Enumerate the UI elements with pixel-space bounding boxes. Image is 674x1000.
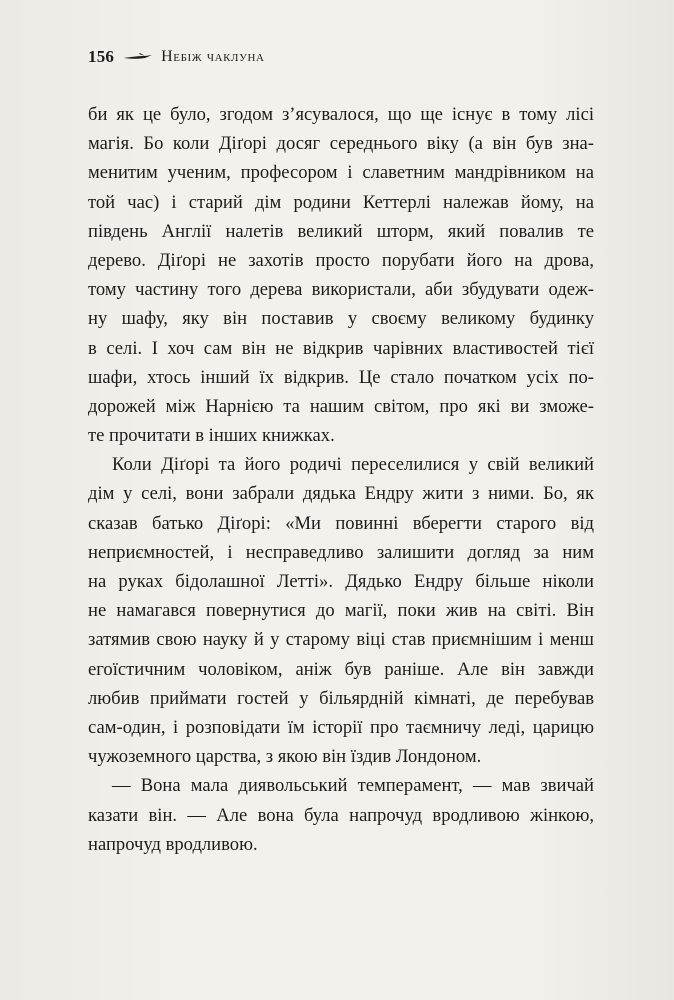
text-line: затямив свою науку й у старому віці став приємнішим і менш (88, 629, 594, 651)
text-line: Коли Діґорі та його родичі переселилися у свій великий (112, 454, 594, 476)
paragraph-1 (88, 100, 594, 450)
running-header (88, 47, 265, 67)
text-line: те прочитати в інших книжках. (88, 425, 335, 447)
text-line: дорожей між Нарнією та нашим світом, про які ви зможе- (88, 395, 594, 417)
text-line: чужоземного царства, з якою він їздив Лондоном. (88, 746, 482, 768)
text-line: сам-один, і розповідати їм історії про таємничу леді, царицю (88, 716, 594, 738)
text-line: егоїстичним чоловіком, аніж був раніше. Але він завжди (88, 658, 594, 680)
text-line: шафи, хтось інший їх відкрив. Це стало початком усіх по- (88, 366, 594, 388)
paragraph-2 (88, 450, 594, 771)
text-line: на руках бідолашної Летті». Дядько Ендру більше ніколи (88, 571, 594, 592)
text-line: дім у селі, вони забрали дядька Ендру жити з ними. Бо, як (88, 483, 594, 505)
text-line: тому частину того дерева використали, аби збудувати одеж- (88, 279, 594, 301)
text-line: дерево. Діґорі не захотів просто порубати його на дрова, (88, 249, 594, 271)
text-line: неприємностей, і несправедливо залишити догляд за ним (88, 541, 594, 563)
text-line: напрочуд вродливою. (88, 833, 258, 855)
text-line: в селі. І хоч сам він не відкрив чарівних властивостей тієї (88, 337, 594, 359)
page-number: 156 (88, 47, 115, 66)
text-line: той час) і старий дім родини Кеттерлі належав йому, на (88, 191, 594, 213)
arrow-ornament-icon (123, 51, 153, 63)
text-line: — Вона мала диявольський темперамент, — мав звичай (112, 775, 594, 797)
text-line: любив приймати гостей у більярдній кімнаті, де перебував (88, 687, 594, 709)
paragraph-3 (88, 771, 594, 859)
body-text (88, 100, 594, 859)
text-line: ну шафу, яку він поставив у своєму великому будинку (88, 308, 594, 330)
running-title: Небіж чаклуна (161, 48, 265, 65)
text-line: би як це було, згодом з’ясувалося, що ще існує в тому лісі (88, 104, 594, 125)
text-line: південь Англії налетів великий шторм, який повалив те (88, 220, 594, 242)
text-line: казати він. — Але вона була напрочуд вродливою жінкою, (88, 804, 594, 826)
text-line: менитим ученим, професором і славетним мандрівником на (88, 162, 594, 184)
text-line: магія. Бо коли Діґорі досяг середнього віку (а він був зна- (88, 133, 594, 155)
text-line: сказав батько Діґорі: «Ми повинні вберегти старого від (88, 512, 594, 534)
text-line: не намагався повернутися до магії, поки жив на світі. Він (88, 600, 594, 622)
